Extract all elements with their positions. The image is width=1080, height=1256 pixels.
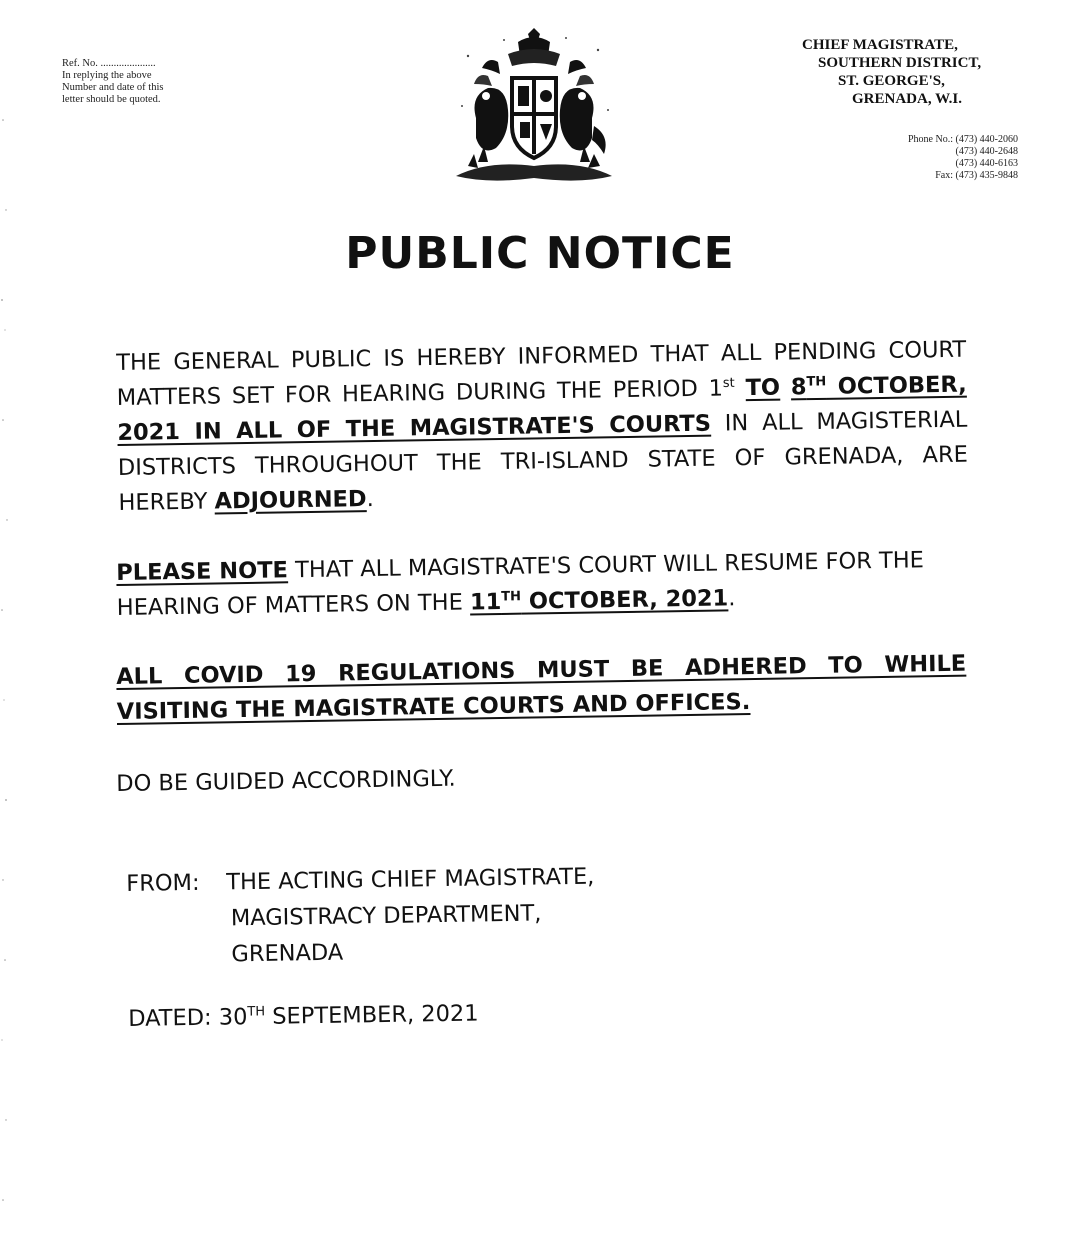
office-line-1: CHIEF MAGISTRATE, bbox=[802, 37, 958, 53]
from-signature-block bbox=[126, 859, 596, 974]
underlined-text: OCTOBER, 2021 IN ALL OF THE MAGISTRATE'S COURTS bbox=[117, 371, 967, 446]
superscript: st bbox=[722, 375, 735, 391]
ref-line-2: In replying the above bbox=[62, 70, 152, 81]
scan-edge-speckle bbox=[0, 0, 14, 1256]
fax-line: Fax: (473) 435-9848 bbox=[935, 170, 1018, 181]
ref-line-1: Ref. No. ..................... bbox=[62, 58, 156, 69]
notice-paragraph-covid: ALL COVID 19 REGULATIONS MUST BE ADHERED TO WHILE VISITING THE MAGISTRATE COURTS AND OFFICES. bbox=[116, 650, 967, 725]
page-title: PUBLIC NOTICE bbox=[345, 228, 735, 279]
underlined-text: OCTOBER, 2021 bbox=[520, 585, 729, 615]
from-label: FROM: bbox=[126, 869, 200, 897]
underlined-text: 8 bbox=[790, 374, 807, 401]
phone-fax-block bbox=[848, 134, 1018, 182]
office-line-3: ST. GEORGE'S, bbox=[838, 73, 945, 89]
office-line-4: GRENADA, W.I. bbox=[852, 91, 963, 107]
text-segment: IN ALL MAGISTERIAL DISTRICTS THROUGHOUT THE TRI-ISLAND STATE OF GRENADA, ARE HEREBY bbox=[117, 406, 969, 516]
ref-line-4: letter should be quoted. bbox=[62, 94, 161, 105]
text-segment: . bbox=[366, 485, 374, 513]
underlined-resume-date bbox=[470, 585, 729, 615]
from-line-2: MAGISTRACY DEPARTMENT, bbox=[230, 900, 542, 932]
superscript: TH bbox=[806, 374, 827, 390]
underlined-text: 11 bbox=[469, 588, 502, 616]
from-line-3: GRENADA bbox=[231, 939, 344, 968]
reference-number-box bbox=[62, 58, 212, 106]
grenada-coat-of-arms-icon bbox=[448, 26, 620, 188]
phone-line-1: Phone No.: (473) 440-2060 bbox=[908, 134, 1018, 145]
underlined-text: TO bbox=[745, 374, 781, 402]
text-segment: . bbox=[728, 585, 736, 612]
superscript: TH bbox=[501, 589, 522, 605]
phone-line-3: (473) 440-6163 bbox=[955, 158, 1018, 169]
superscript: TH bbox=[247, 1004, 266, 1020]
ref-line-3: Number and date of this bbox=[62, 82, 164, 93]
text-segment: THAT ALL MAGISTRATE'S COURT WILL RESUME FOR THE HEARING OF MATTERS ON THE bbox=[116, 547, 925, 621]
text-segment bbox=[735, 375, 746, 401]
notice-paragraph-adjournment bbox=[116, 333, 969, 521]
underlined-text: PLEASE NOTE bbox=[116, 557, 289, 586]
office-address bbox=[780, 36, 1040, 108]
text-segment: THE GENERAL PUBLIC IS HEREBY INFORMED THAT ALL PENDING COURT MATTERS SET FOR HEARING DURING THE PERIOD 1 bbox=[116, 336, 967, 411]
notice-paragraph-guided: DO BE GUIDED ACCORDINGLY. bbox=[116, 765, 456, 797]
phone-line-2: (473) 440-2648 bbox=[955, 146, 1018, 157]
dated-suffix: SEPTEMBER, 2021 bbox=[264, 1000, 479, 1030]
office-line-2: SOUTHERN DISTRICT, bbox=[818, 55, 982, 71]
from-line-1: THE ACTING CHIEF MAGISTRATE, bbox=[226, 863, 595, 896]
underlined-text: ADJOURNED bbox=[214, 486, 367, 515]
notice-paragraph-resume bbox=[116, 543, 967, 626]
dated-line bbox=[128, 1000, 479, 1032]
text-segment bbox=[780, 374, 791, 400]
dated-prefix: DATED: 30 bbox=[128, 1004, 248, 1032]
